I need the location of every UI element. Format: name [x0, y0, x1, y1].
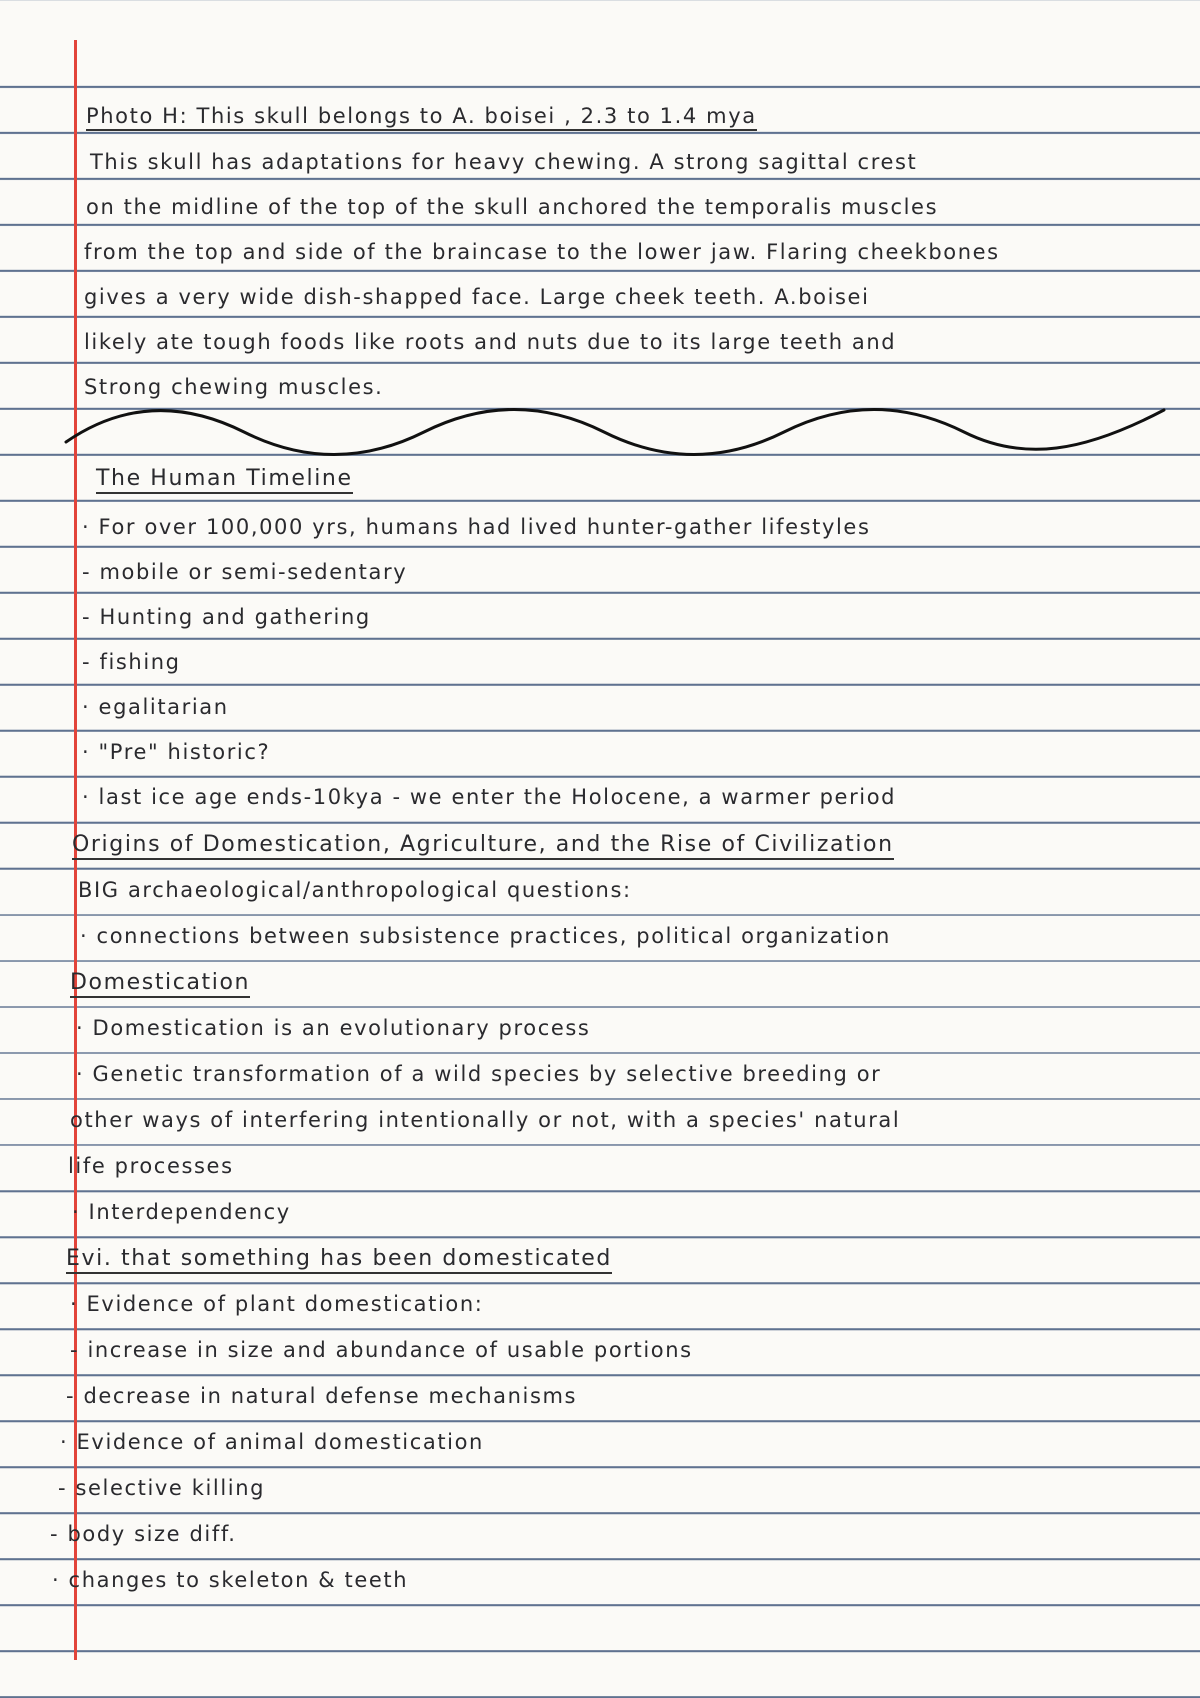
wavy-divider: [64, 392, 1174, 462]
timeline-line-6: · "Pre" historic?: [82, 740, 271, 764]
timeline-line-1: · For over 100,000 yrs, humans had lived hunter-gather lifestyles: [82, 515, 871, 539]
origins-line-2: · connections between subsistence practices, political organization: [80, 924, 891, 948]
evidence-line-7: · changes to skeleton & teeth: [52, 1568, 409, 1592]
timeline-line-3: - Hunting and gathering: [82, 605, 371, 629]
domestication-line-1: · Domestication is an evolutionary process: [76, 1016, 591, 1040]
photo-text-line-4: gives a very wide dish-shapped face. Large cheek teeth. A.boisei: [84, 285, 870, 309]
timeline-line-2: - mobile or semi-sedentary: [82, 560, 408, 584]
evidence-line-3: - decrease in natural defense mechanisms: [66, 1384, 578, 1408]
evidence-line-5: - selective killing: [58, 1476, 266, 1500]
domestication-line-2: · Genetic transformation of a wild species by selective breeding or: [76, 1062, 882, 1086]
photo-text-line-5: likely ate tough foods like roots and nuts due to its large teeth and: [84, 330, 897, 354]
origins-title: Origins of Domestication, Agriculture, and the Rise of Civilization: [72, 832, 894, 860]
timeline-line-4: - fishing: [82, 650, 181, 674]
photo-heading: Photo H: This skull belongs to A. boisei , 2.3 to 1.4 mya: [86, 104, 757, 131]
photo-text-line-1: This skull has adaptations for heavy chewing. A strong sagittal crest: [90, 150, 918, 174]
evidence-line-1: · Evidence of plant domestication:: [70, 1292, 484, 1316]
timeline-title: The Human Timeline: [96, 466, 353, 494]
evidence-title: Evi. that something has been domesticated: [66, 1246, 612, 1274]
photo-text-line-6: Strong chewing muscles.: [84, 375, 384, 399]
domestication-line-5: · Interdependency: [72, 1200, 291, 1224]
evidence-line-4: · Evidence of animal domestication: [60, 1430, 484, 1454]
evidence-line-2: - increase in size and abundance of usable portions: [70, 1338, 693, 1362]
photo-text-line-3: from the top and side of the braincase to the lower jaw. Flaring cheekbones: [84, 240, 1000, 264]
origins-line-1: BIG archaeological/anthropological questions:: [78, 878, 632, 902]
domestication-line-4: life processes: [68, 1154, 234, 1178]
photo-text-line-2: on the midline of the top of the skull anchored the temporalis muscles: [86, 195, 939, 219]
evidence-line-6: - body size diff.: [50, 1522, 237, 1546]
timeline-line-7: · last ice age ends-10kya - we enter the Holocene, a warmer period: [82, 785, 897, 809]
timeline-line-5: · egalitarian: [82, 695, 229, 719]
domestication-line-3: other ways of interfering intentionally or not, with a species' natural: [70, 1108, 901, 1132]
domestication-title: Domestication: [70, 970, 250, 998]
